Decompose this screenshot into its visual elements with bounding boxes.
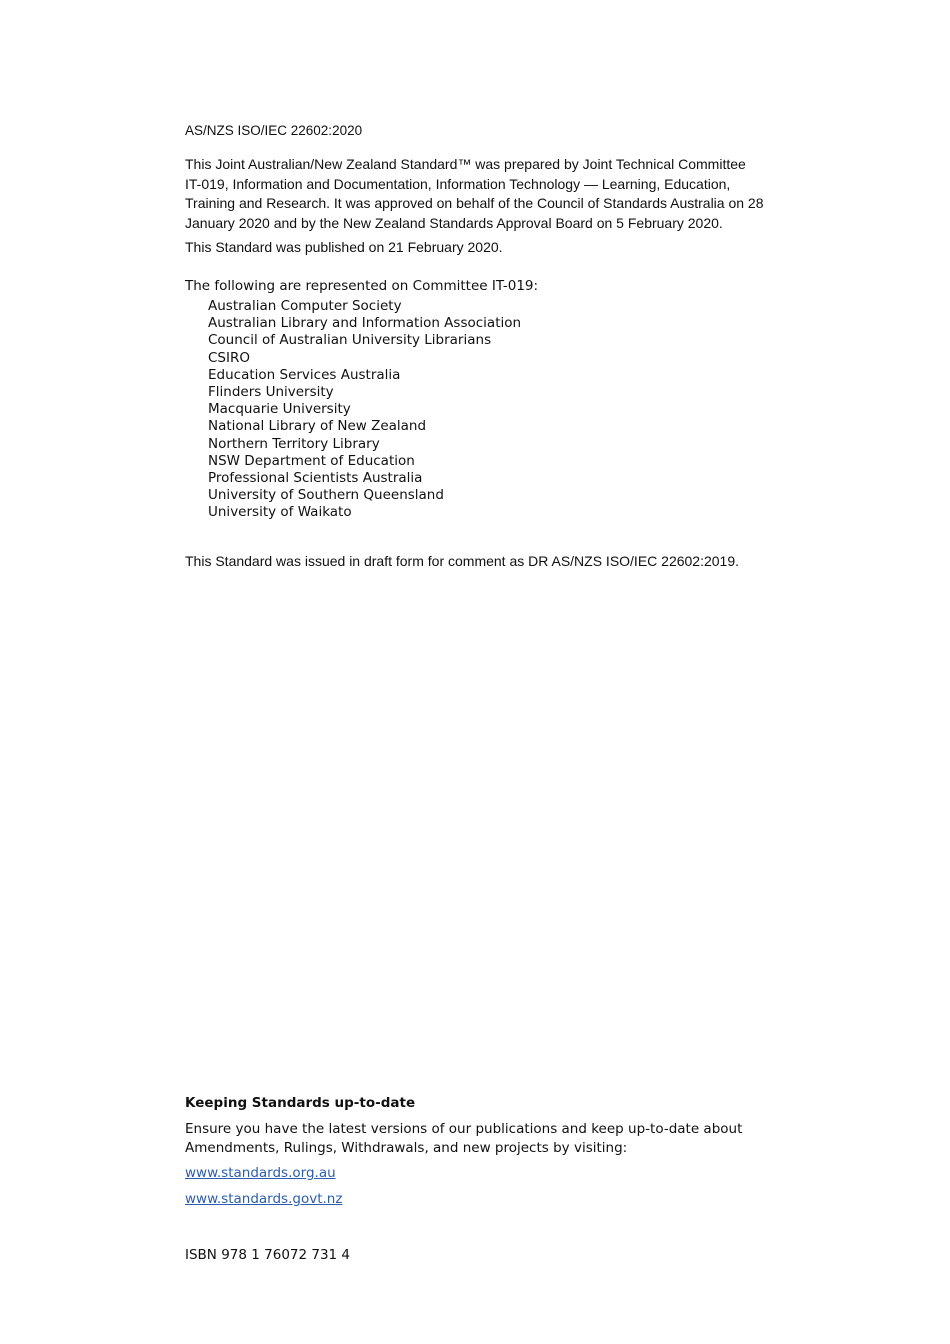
committee-member: NSW Department of Education — [208, 452, 415, 469]
committee-member: Flinders University — [208, 383, 334, 400]
standard-identifier: AS/NZS ISO/IEC 22602:2020 — [185, 123, 363, 138]
committee-member-list — [208, 298, 521, 521]
committee-member: Macquarie University — [208, 401, 351, 418]
isbn: ISBN 978 1 76072 731 4 — [185, 1247, 351, 1263]
committee-member: Professional Scientists Australia — [208, 469, 423, 486]
keeping-standards-text: Ensure you have the latest versions of our publications and keep up-to-date about Amendments, Rulings, Withdrawals, and new projects by visiting: — [185, 1121, 743, 1156]
committee-member: Council of Australian University Librarians — [208, 332, 492, 349]
standards-nz-link[interactable]: www.standards.govt.nz — [185, 1191, 343, 1207]
committee-member: University of Waikato — [208, 504, 352, 521]
committee-member: Education Services Australia — [208, 366, 401, 383]
publication-date-statement: This Standard was published on 21 February 2020. — [185, 239, 503, 255]
committee-member: Australian Computer Society — [208, 298, 402, 314]
standards-australia-link[interactable]: www.standards.org.au — [185, 1165, 336, 1181]
committee-member: CSIRO — [208, 349, 250, 366]
committee-member: National Library of New Zealand — [208, 418, 427, 435]
committee-member: Northern Territory Library — [208, 435, 380, 452]
committee-intro: The following are represented on Committee IT-019: — [185, 278, 539, 294]
keeping-standards-heading: Keeping Standards up-to-date — [185, 1095, 416, 1111]
committee-member: Australian Library and Information Association — [208, 315, 522, 332]
committee-member: University of Southern Queensland — [208, 487, 444, 504]
preparation-paragraph: This Joint Australian/New Zealand Standard™ was prepared by Joint Technical Committee IT-019, Information and Documentation, Information Technology — Learning, Education, Training and Research. It was approved on behalf of the Council of Standards Australia on 28 January 2020 and by the New Zealand Standards Approval Board on 5 February 2020. — [185, 156, 764, 231]
draft-note: This Standard was issued in draft form for comment as DR AS/NZS ISO/IEC 22602:2019. — [185, 553, 740, 569]
document-page — [185, 0, 765, 1344]
